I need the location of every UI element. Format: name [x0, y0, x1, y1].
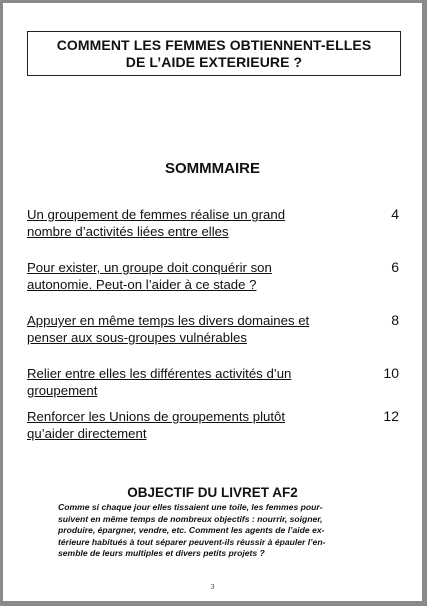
toc-item[interactable]: [27, 408, 399, 442]
toc-item[interactable]: [27, 312, 399, 346]
toc-item-title[interactable]: [27, 408, 347, 442]
toc-item-page: 10: [383, 365, 399, 381]
toc-item-line: nombre d’activités liées entre elles: [27, 224, 229, 239]
objectif-line: Comme si chaque jour elles tissaient une toile, les femmes pour-: [58, 502, 323, 512]
toc-item-page: 12: [383, 408, 399, 424]
toc-item[interactable]: [27, 206, 399, 240]
toc-item[interactable]: [27, 365, 399, 399]
title-box: [27, 31, 401, 76]
title-line-2: DE L’AIDE EXTERIEURE ?: [125, 53, 303, 70]
toc-item-line: Renforcer les Unions de groupements plutôt: [27, 409, 286, 424]
toc-item-title[interactable]: [27, 259, 347, 293]
toc-item-title[interactable]: [27, 206, 347, 240]
toc-item-line: Appuyer en même temps les divers domaines et: [27, 313, 310, 328]
toc-item-line: Un groupement de femmes réalise un grand: [27, 207, 286, 222]
toc-item-line: Relier entre elles les différentes activités d’un: [27, 366, 292, 381]
toc-item-title[interactable]: [27, 365, 347, 399]
objectif-heading: OBJECTIF DU LIVRET AF2: [127, 485, 298, 500]
objectif-paragraph: [58, 502, 374, 560]
toc-item-page: 4: [391, 206, 399, 222]
toc-item-page: 8: [391, 312, 399, 328]
toc-item-line: Pour exister, un groupe doit conquérir son: [27, 260, 272, 275]
objectif-line: semble de leurs multiples et divers petits projets ?: [58, 548, 265, 559]
toc-item-line: groupement: [27, 383, 98, 398]
document-page: [3, 3, 422, 601]
objectif-line: térieure habitués à tout séparer peuvent-ils réussir à épauler l’en-: [58, 536, 326, 547]
toc-heading: SOMMMAIRE: [165, 160, 260, 177]
toc-item-page: 6: [391, 259, 399, 275]
toc-item-line: penser aux sous-groupes vulnérables: [27, 330, 247, 345]
objectif-line: suivent en même temps de nombreux objectifs : nourrir, soigner,: [58, 513, 323, 524]
page-number: 3: [210, 583, 215, 591]
toc-item-line: autonomie. Peut-on l’aider à ce stade ?: [27, 277, 257, 292]
toc-item-title[interactable]: [27, 312, 347, 346]
toc-item-line: qu’aider directement: [27, 426, 147, 441]
objectif-line: produire, épargner, vendre, etc. Comment les agents de l’aide ex-: [58, 525, 325, 536]
title-line-1: COMMENT LES FEMMES OBTIENNENT-ELLES: [56, 36, 372, 53]
toc-item[interactable]: [27, 259, 399, 293]
